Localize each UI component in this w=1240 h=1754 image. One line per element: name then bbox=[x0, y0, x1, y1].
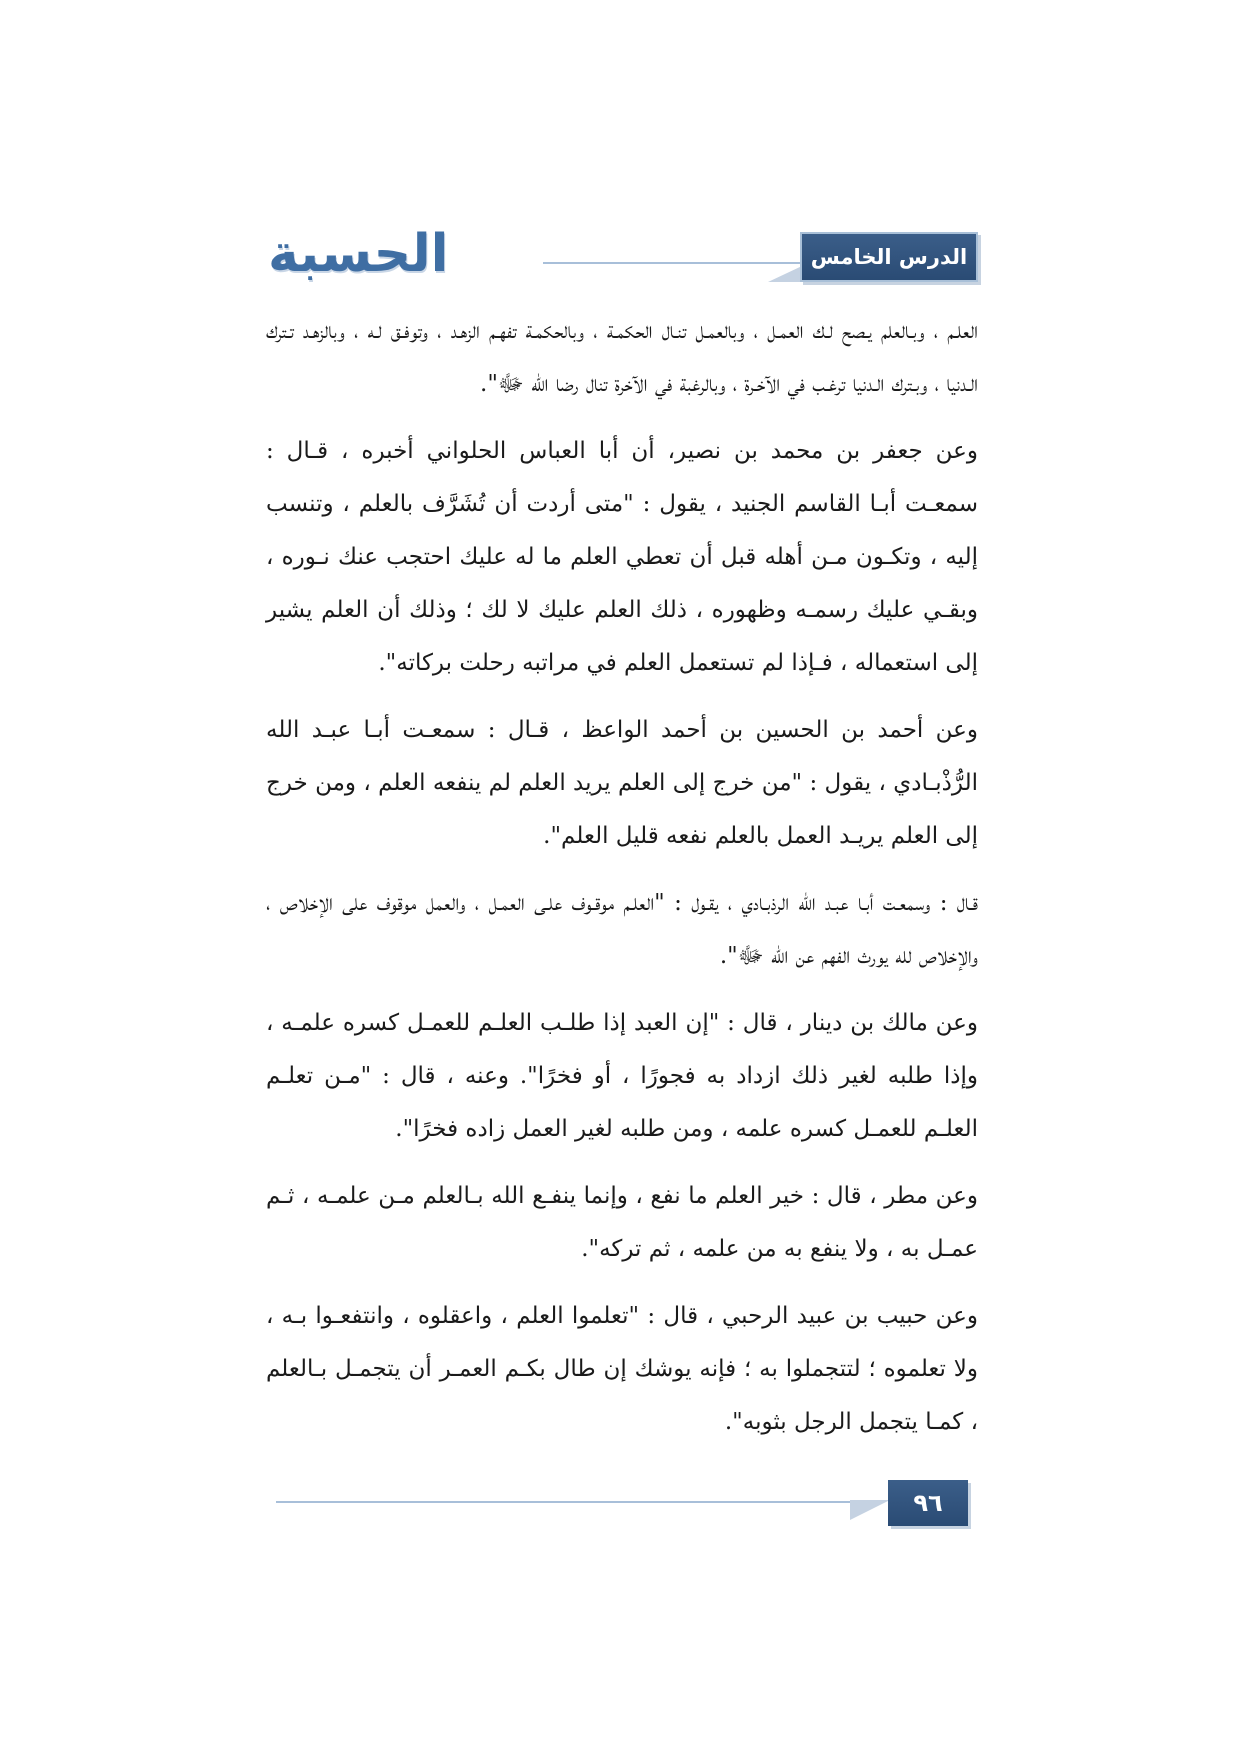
paragraph: العلـم ، وبـالعلم يـصح لـك العمـل ، وبالعمـل تنـال الحكمـة ، وبالحكمـة تفهـم الزهـد ، وتوفـق لـه ، وبالزهـد تـترك الـدنيا ، وبـترك الـدنيا ترغـب في الآخـرة ، وبالرغبة في الآخرة تنال رضا الله ﷻ". bbox=[266, 318, 978, 397]
paragraph: وعن أحمد بن الحسين بن أحمد الواعظ ، قـال : سمعـت أبـا عبـد الله الرُّذْبـادي ، يقول : "من خرج إلى العلم يريد العلم لم ينفعه العلم ، ومن خرج إلى العلم يريـد العمل بالعلم نفعه قليل العلم". bbox=[266, 717, 979, 849]
header-tab-notch bbox=[768, 250, 802, 282]
book-title: الحسبة bbox=[268, 224, 449, 284]
paragraph: وعن مالك بن دينار ، قال : "إن العبد إذا طلـب العلـم للعمـل كسره علمـه ، وإذا طلبه لغير ذلك ازداد به فجورًا ، أو فخرًا". وعنه ، قال : "مـن تعلـم العلـم للعمـل كسره علمه ، ومن طلبه لغير العمل زاده فخرًا". bbox=[266, 1010, 978, 1142]
chapter-label: الدرس الخامس bbox=[800, 232, 978, 282]
paragraph: قـال : وسمعـت أبـا عبـد الله الرذبـادي ، يقـول : "العلـم موقـوف علـى العمـل ، والعمل موقوف على الإخلاص ، والإخلاص لله يورث الفهم عن الله ﷻ". bbox=[266, 890, 978, 969]
footer-divider bbox=[276, 1501, 856, 1503]
footer-notch bbox=[850, 1500, 890, 1520]
paragraph: وعن جعفر بن محمد بن نصير، أن أبا العباس الحلواني أخبره ، قـال : سمعـت أبـا القاسم الجنيد ، يقول : "متى أردت أن تُشَرَّف بالعلم ، وتنسب إليه ، وتكـون مـن أهله قبل أن تعطي العلم ما له عليك احتجب عنك نـوره ، وبقـي عليك رسمـه وظهوره ، ذلك العلم عليك لا لك ؛ وذلك أن العلم يشير إلى استعماله ، فـإذا لم تستعمل العلم في مراتبه رحلت بركاته". bbox=[266, 438, 978, 676]
page-body bbox=[266, 305, 978, 1463]
paragraph: وعن حبيب بن عبيد الرحبي ، قال : "تعلموا العلم ، واعقلوه ، وانتفعـوا بـه ، ولا تعلموه ؛ لتتجملوا به ؛ فإنه يوشك إن طال بكـم العمـر أن يتجمـل بـالعلم ، كمـا يتجمل الرجل بثوبه". bbox=[266, 1303, 978, 1435]
page-number: ٩٦ bbox=[888, 1480, 968, 1526]
page-header bbox=[268, 224, 978, 288]
header-divider bbox=[543, 262, 805, 264]
paragraph: وعن مطر ، قال : خير العلم ما نفع ، وإنما ينفـع الله بـالعلم مـن علمـه ، ثـم عمـل به ، ولا ينفع به من علمه ، ثم تركه". bbox=[266, 1183, 978, 1262]
